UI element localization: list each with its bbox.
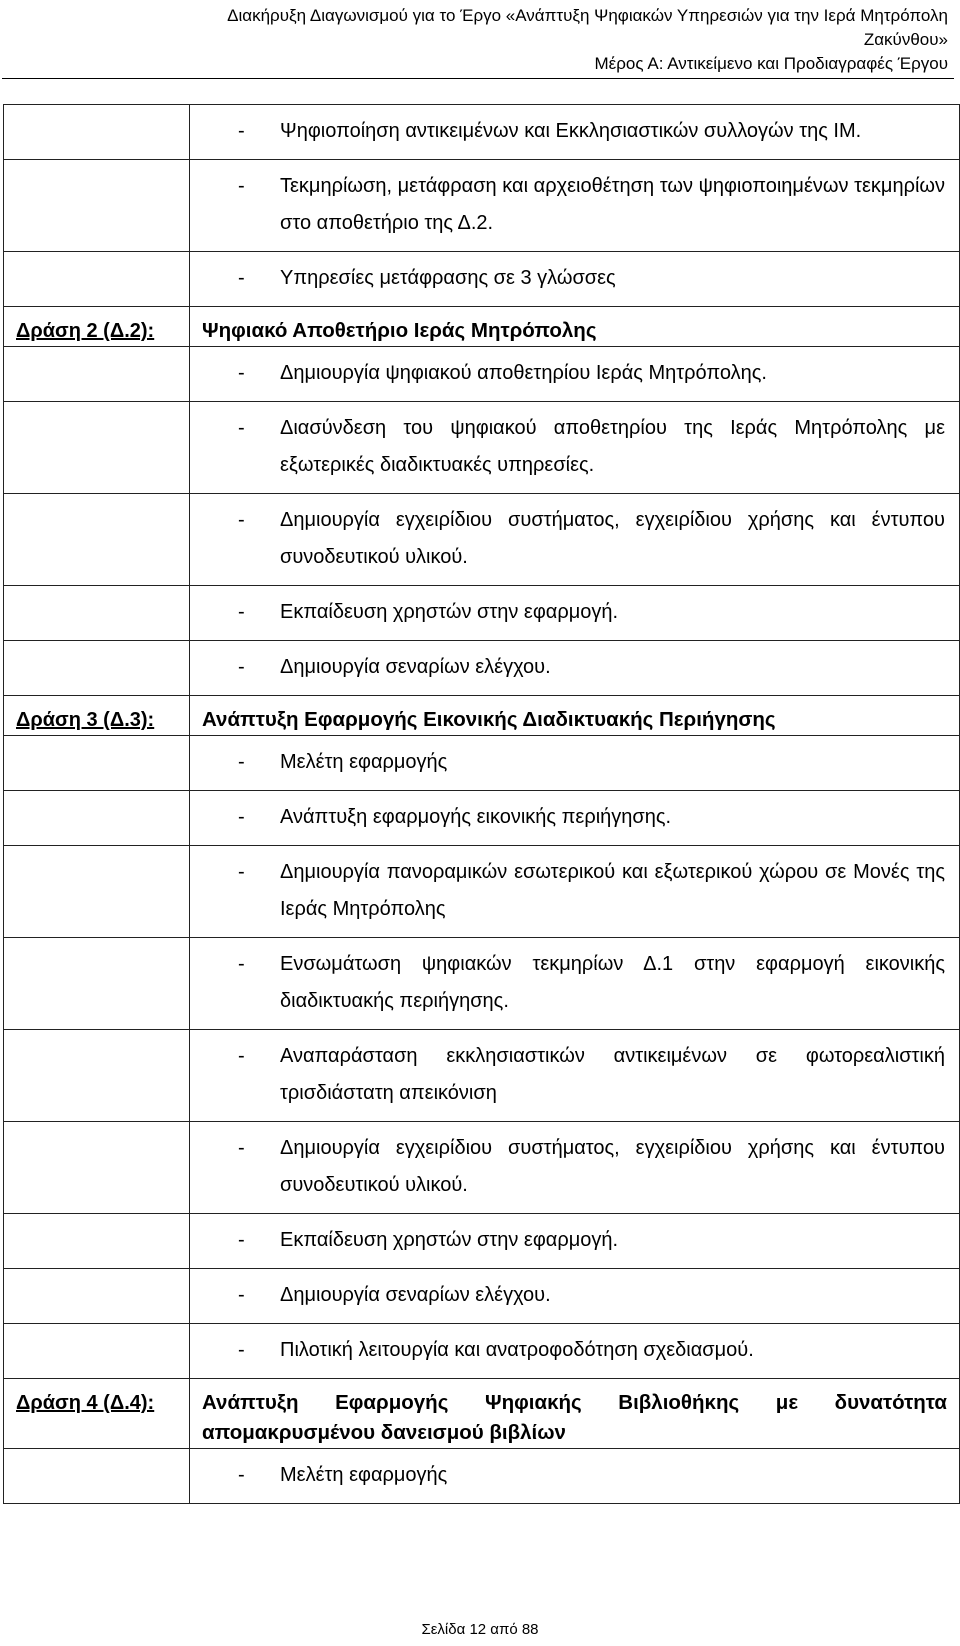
action-item-row	[4, 791, 960, 846]
bullet-dash: -	[238, 656, 245, 678]
label-cell-empty	[4, 105, 190, 160]
list-item	[190, 736, 959, 790]
label-cell-empty	[4, 1449, 190, 1504]
bullet-dash: -	[238, 806, 245, 828]
label-cell-empty	[4, 160, 190, 252]
bullet-dash: -	[238, 1464, 245, 1486]
action-title: Ψηφιακό Αποθετήριο Ιεράς Μητρόπολης	[202, 319, 597, 342]
item-cell	[190, 402, 960, 494]
list-item-text: Ανάπτυξη εφαρμογής εικονικής περιήγησης.	[280, 806, 672, 828]
list-item-text: Υπηρεσίες μετάφρασης σε 3 γλώσσες	[280, 267, 616, 289]
bullet-dash: -	[238, 417, 245, 439]
label-cell-empty	[4, 1214, 190, 1269]
list-item-text: Πιλοτική λειτουργία και ανατροφοδότηση σχεδιασμού.	[280, 1339, 754, 1361]
list-item	[190, 160, 959, 251]
header-line-3: Μέρος Α: Αντικείμενο και Προδιαγραφές Έργου	[594, 54, 948, 73]
page-header	[0, 4, 948, 76]
list-item-text: Διασύνδεση του ψηφιακού αποθετηρίου της Ιεράς Μητρόπολης με εξωτερικές διαδικτυακές υπηρεσίες.	[280, 417, 945, 476]
page-number: Σελίδα 12 από 88	[421, 1621, 539, 1638]
list-item	[190, 1214, 959, 1268]
list-item-text: Μελέτη εφαρμογής	[280, 1464, 448, 1486]
list-item-text: Δημιουργία εγχειρίδιου συστήματος, εγχειρίδιου χρήσης και έντυπου συνοδευτικού υλικού.	[280, 1137, 945, 1196]
item-cell	[190, 736, 960, 791]
label-cell-empty	[4, 347, 190, 402]
list-item	[190, 791, 959, 845]
item-cell	[190, 252, 960, 307]
label-cell-empty	[4, 1269, 190, 1324]
bullet-dash: -	[238, 362, 245, 384]
action-title: Ανάπτυξη Εφαρμογής Εικονικής Διαδικτυακής Περιήγησης	[202, 708, 776, 731]
bullet-dash: -	[238, 953, 245, 975]
list-item-text: Δημιουργία ψηφιακού αποθετηρίου Ιεράς Μητρόπολης.	[280, 362, 767, 384]
list-item	[190, 402, 959, 493]
item-cell	[190, 1269, 960, 1324]
bullet-dash: -	[238, 175, 245, 197]
list-item-text: Μελέτη εφαρμογής	[280, 751, 448, 773]
item-cell	[190, 1324, 960, 1379]
item-cell	[190, 1030, 960, 1122]
label-cell-empty	[4, 846, 190, 938]
label-cell-empty	[4, 1122, 190, 1214]
list-item	[190, 1269, 959, 1323]
bullet-dash: -	[238, 751, 245, 773]
bullet-dash: -	[238, 861, 245, 883]
intro-item-row	[4, 105, 960, 160]
list-item-text: Αναπαράσταση εκκλησιαστικών αντικειμένων σε φωτορεαλιστική τρισδιάστατη απεικόνιση	[280, 1045, 945, 1104]
action-item-row	[4, 494, 960, 586]
action-item-row	[4, 938, 960, 1030]
list-item	[190, 347, 959, 401]
list-item-text: Ενσωμάτωση ψηφιακών τεκμηρίων Δ.1 στην εφαρμογή εικονικής διαδικτυακής περιήγησης.	[280, 953, 945, 1012]
bullet-dash: -	[238, 1339, 245, 1361]
list-item-text: Τεκμηρίωση, μετάφραση και αρχειοθέτηση των ψηφιοποιημένων τεκμηρίων στο αποθετήριο της Δ.2.	[280, 175, 945, 234]
intro-item-row	[4, 252, 960, 307]
action-item-row	[4, 736, 960, 791]
item-cell	[190, 105, 960, 160]
action-label-cell	[4, 307, 190, 347]
header-divider	[2, 78, 954, 79]
action-title-cell	[190, 307, 960, 347]
action-item-row	[4, 1214, 960, 1269]
action-heading-row	[4, 307, 960, 347]
action-label: Δράση 3 (Δ.3):	[16, 709, 155, 731]
bullet-dash: -	[238, 601, 245, 623]
label-cell-empty	[4, 791, 190, 846]
list-item	[190, 105, 959, 159]
action-label: Δράση 4 (Δ.4):	[16, 1392, 155, 1414]
intro-item-row	[4, 160, 960, 252]
item-cell	[190, 494, 960, 586]
header-line-2: Ζακύνθου»	[863, 30, 948, 49]
item-cell	[190, 347, 960, 402]
label-cell-empty	[4, 494, 190, 586]
action-heading-row	[4, 1379, 960, 1449]
bullet-dash: -	[238, 1284, 245, 1306]
item-cell	[190, 846, 960, 938]
action-label-cell	[4, 696, 190, 736]
action-item-row	[4, 402, 960, 494]
action-label: Δράση 2 (Δ.2):	[16, 320, 155, 342]
action-item-row	[4, 347, 960, 402]
label-cell-empty	[4, 938, 190, 1030]
bullet-dash: -	[238, 1229, 245, 1251]
bullet-dash: -	[238, 120, 245, 142]
list-item	[190, 252, 959, 306]
list-item	[190, 938, 959, 1029]
label-cell-empty	[4, 736, 190, 791]
action-title-cell	[190, 696, 960, 736]
list-item	[190, 1324, 959, 1378]
list-item-text: Δημιουργία πανοραμικών εσωτερικού και εξωτερικού χώρου σε Μονές της Ιεράς Μητρόπολης	[280, 861, 945, 920]
list-item	[190, 494, 959, 585]
action-item-row	[4, 1449, 960, 1504]
bullet-dash: -	[238, 509, 245, 531]
item-cell	[190, 1449, 960, 1504]
action-item-row	[4, 846, 960, 938]
list-item	[190, 846, 959, 937]
header-line-1: Διακήρυξη Διαγωνισμού για το Έργο «Ανάπτυξη Ψηφιακών Υπηρεσιών για την Ιερά Μητρόπολη	[227, 6, 948, 25]
action-title: Ανάπτυξη Εφαρμογής Ψηφιακής Βιβλιοθήκης με δυνατότητα απομακρυσμένου δανεισμού βιβλίων	[202, 1391, 947, 1444]
bullet-dash: -	[238, 1137, 245, 1159]
label-cell-empty	[4, 586, 190, 641]
bullet-dash: -	[238, 1045, 245, 1067]
list-item-text: Εκπαίδευση χρηστών στην εφαρμογή.	[280, 601, 619, 623]
action-item-row	[4, 586, 960, 641]
action-item-row	[4, 641, 960, 696]
item-cell	[190, 1214, 960, 1269]
label-cell-empty	[4, 402, 190, 494]
item-cell	[190, 641, 960, 696]
item-cell	[190, 160, 960, 252]
item-cell	[190, 1122, 960, 1214]
label-cell-empty	[4, 252, 190, 307]
action-item-row	[4, 1030, 960, 1122]
bullet-dash: -	[238, 267, 245, 289]
list-item	[190, 641, 959, 695]
action-title-cell	[190, 1379, 960, 1449]
action-item-row	[4, 1324, 960, 1379]
action-heading-row	[4, 696, 960, 736]
list-item-text: Δημιουργία σεναρίων ελέγχου.	[280, 656, 551, 678]
list-item-text: Δημιουργία σεναρίων ελέγχου.	[280, 1284, 551, 1306]
list-item-text: Εκπαίδευση χρηστών στην εφαρμογή.	[280, 1229, 619, 1251]
list-item	[190, 1030, 959, 1121]
list-item-text: Δημιουργία εγχειρίδιου συστήματος, εγχειρίδιου χρήσης και έντυπου συνοδευτικού υλικού.	[280, 509, 945, 568]
actions-table	[3, 104, 960, 1504]
action-item-row	[4, 1269, 960, 1324]
list-item	[190, 586, 959, 640]
label-cell-empty	[4, 1030, 190, 1122]
list-item	[190, 1449, 959, 1503]
list-item-text: Ψηφιοποίηση αντικειμένων και Εκκλησιαστικών συλλογών της ΙΜ.	[280, 120, 862, 142]
action-item-row	[4, 1122, 960, 1214]
label-cell-empty	[4, 1324, 190, 1379]
list-item	[190, 1122, 959, 1213]
item-cell	[190, 791, 960, 846]
label-cell-empty	[4, 641, 190, 696]
action-label-cell	[4, 1379, 190, 1449]
item-cell	[190, 938, 960, 1030]
item-cell	[190, 586, 960, 641]
